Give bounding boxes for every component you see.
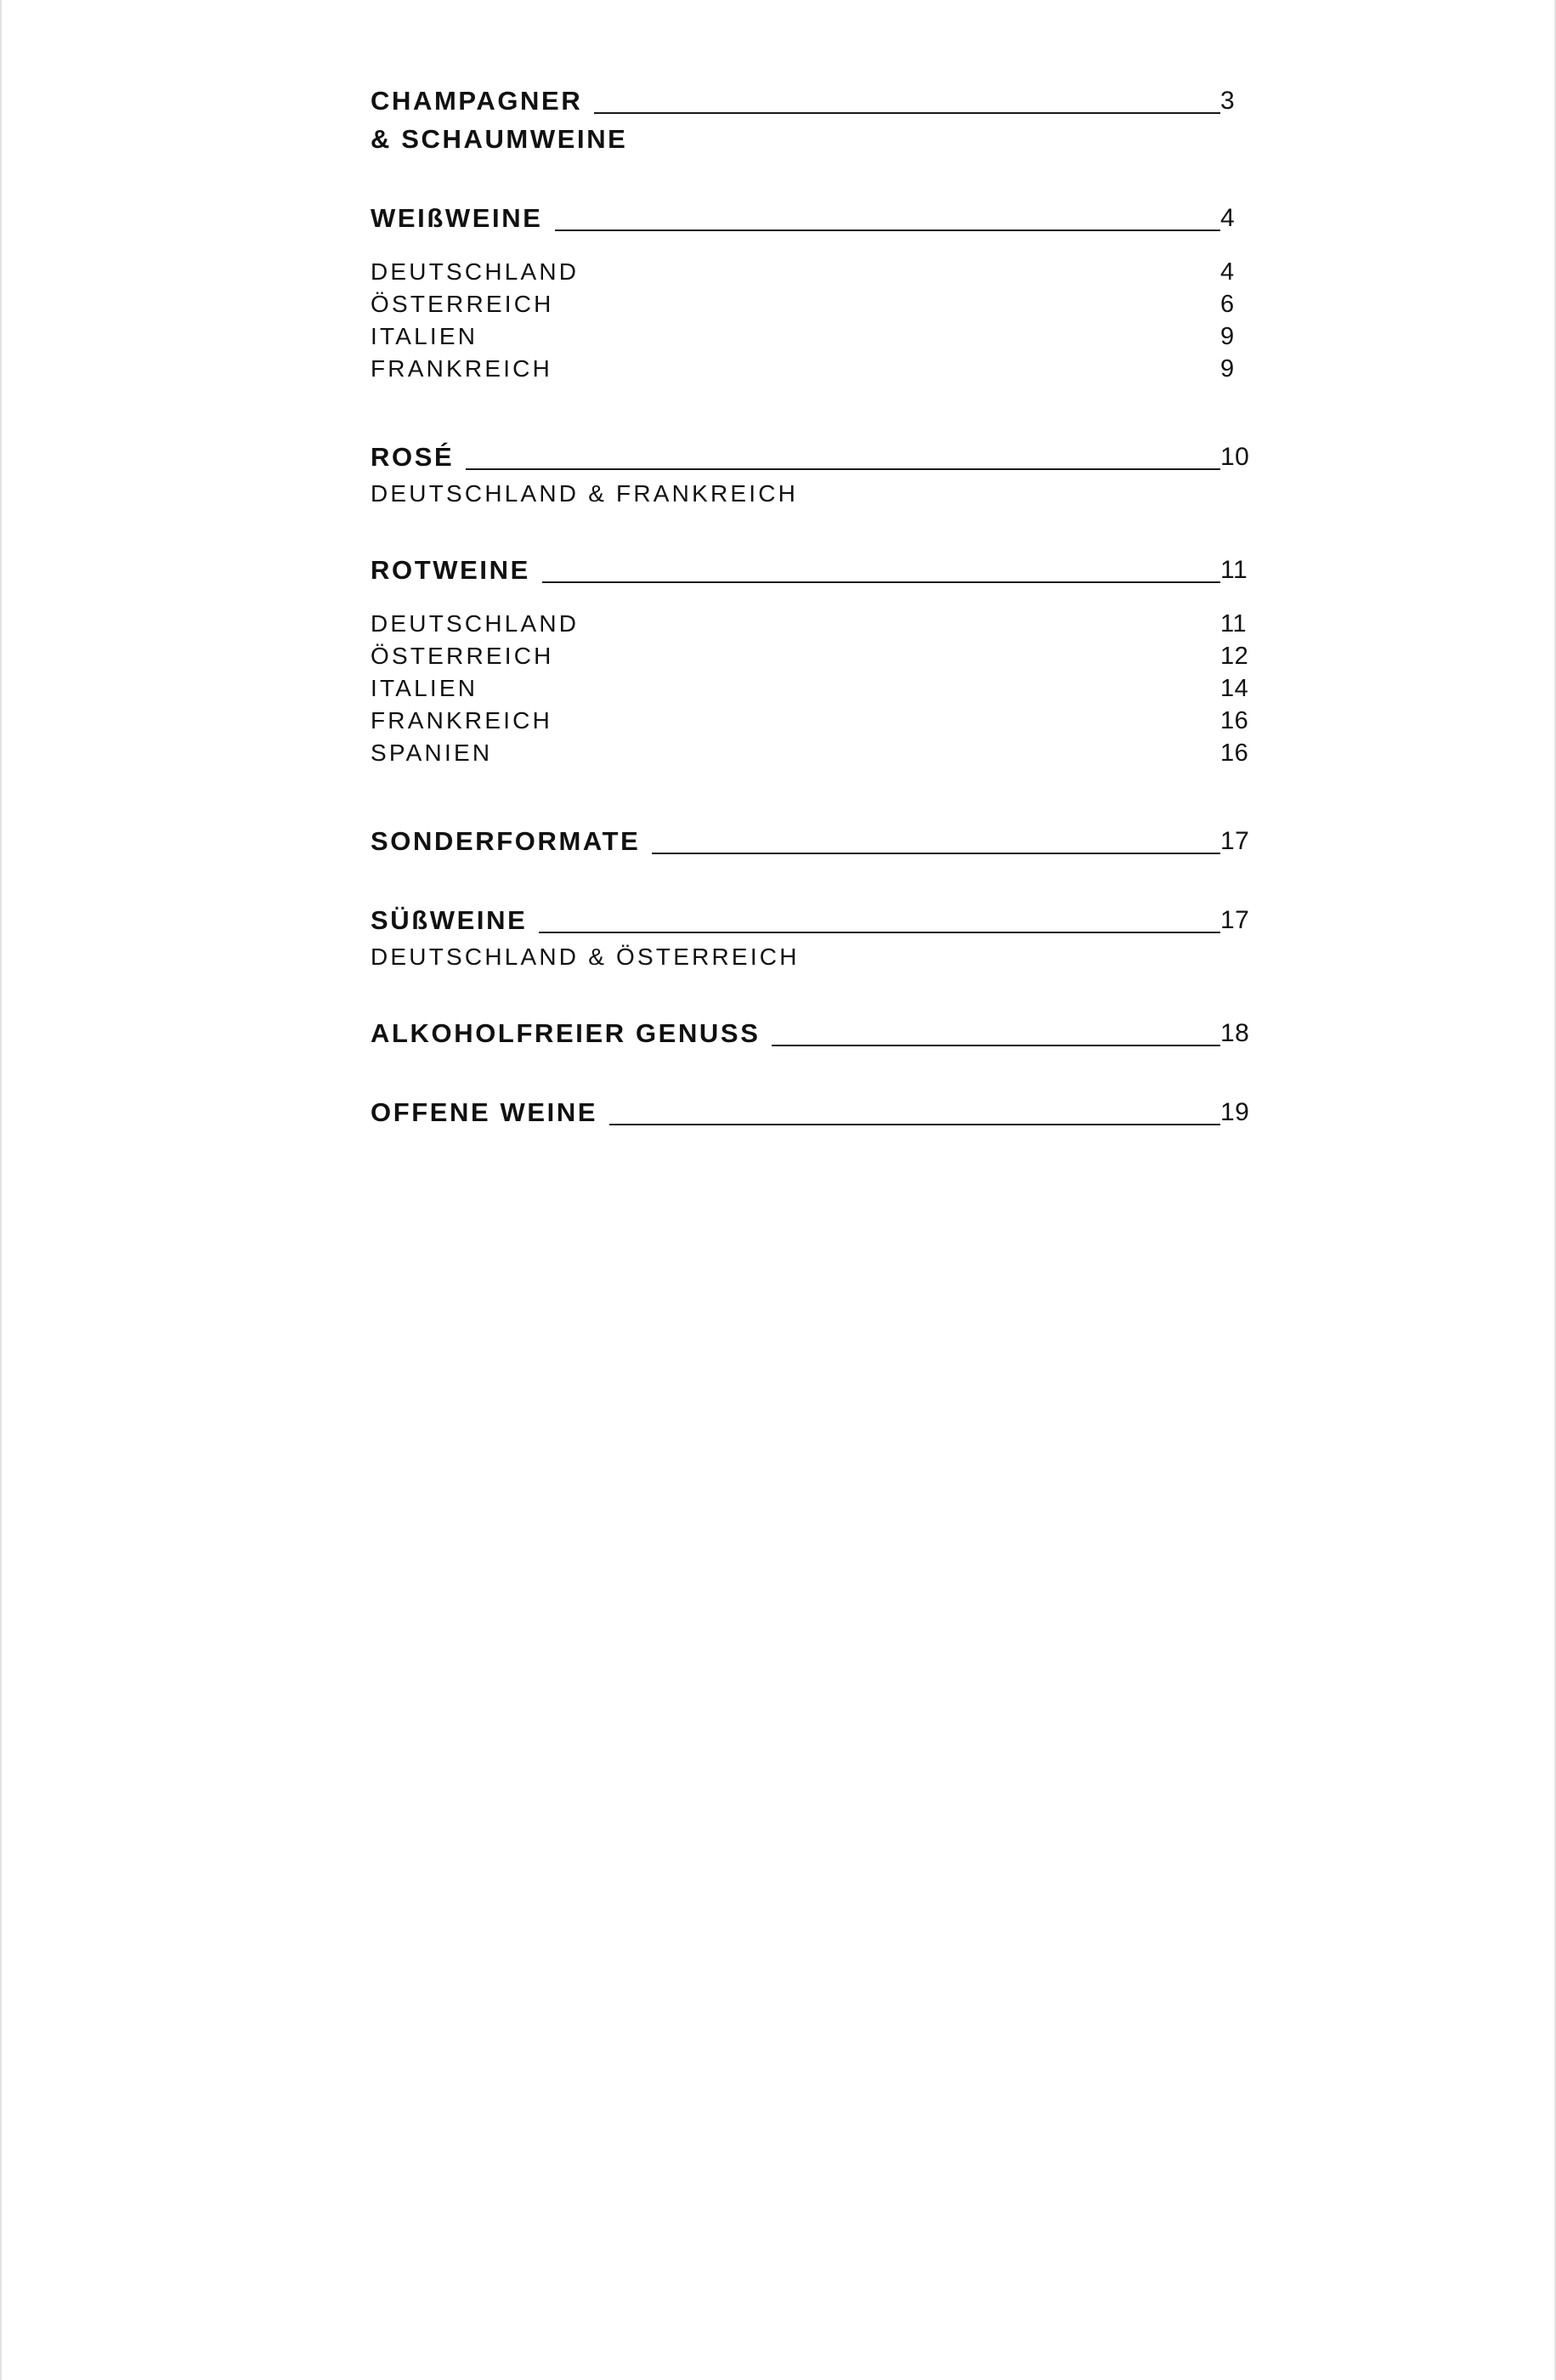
section-heading-row[interactable]	[371, 1093, 1288, 1131]
section-item-list	[371, 608, 1288, 769]
leader-rule	[542, 581, 1220, 583]
section-gap	[371, 973, 1288, 1014]
toc-item[interactable]	[371, 288, 1288, 320]
toc-section-rotweine[interactable]	[371, 551, 1288, 769]
toc-item-label: DEUTSCHLAND	[371, 258, 580, 285]
section-title: ROSÉ	[371, 442, 455, 472]
leader-rule	[466, 468, 1220, 470]
toc-item-page-number: 9	[1220, 355, 1235, 382]
section-title: WEIßWEINE	[371, 203, 543, 233]
section-title: OFFENE WEINE	[371, 1097, 598, 1127]
section-page-number: 17	[1220, 906, 1250, 934]
toc-item-label: FRANKREICH	[371, 707, 553, 734]
table-of-contents	[371, 82, 1288, 1131]
section-caption: DEUTSCHLAND & ÖSTERREICH	[371, 944, 800, 970]
toc-item-page-number: 11	[1220, 610, 1248, 638]
toc-section-alkoholfreier-genuss[interactable]	[371, 1014, 1288, 1052]
leader-rule	[652, 853, 1220, 854]
leader-rule	[594, 112, 1220, 114]
toc-section-champagner[interactable]	[371, 82, 1288, 158]
section-gap	[371, 860, 1288, 901]
toc-item[interactable]	[371, 737, 1288, 769]
section-gap	[371, 385, 1288, 438]
section-page-number: 19	[1220, 1098, 1250, 1126]
section-gap	[371, 158, 1288, 199]
toc-item-page-number: 14	[1220, 675, 1249, 702]
leader-rule	[772, 1045, 1220, 1046]
section-page-number: 3	[1220, 87, 1236, 115]
toc-item[interactable]	[371, 353, 1288, 385]
toc-item-label: ÖSTERREICH	[371, 291, 554, 317]
toc-item-label: ITALIEN	[371, 323, 478, 349]
section-heading-row[interactable]	[371, 901, 1288, 939]
toc-item-page-number: 16	[1220, 707, 1249, 734]
section-item-list	[371, 256, 1288, 385]
section-heading-row[interactable]	[371, 551, 1288, 589]
section-title: ALKOHOLFREIER GENUSS	[371, 1018, 761, 1048]
toc-item[interactable]	[371, 705, 1288, 737]
section-gap	[371, 510, 1288, 551]
section-title: SÜßWEINE	[371, 905, 528, 935]
toc-item[interactable]	[371, 608, 1288, 640]
section-heading-row[interactable]	[371, 199, 1288, 237]
section-page-number: 10	[1220, 443, 1250, 471]
section-page-number: 11	[1220, 556, 1248, 584]
section-title: ROTWEINE	[371, 555, 530, 585]
section-title: CHAMPAGNER	[371, 86, 583, 116]
section-page-number: 4	[1220, 204, 1236, 232]
toc-item-label: ITALIEN	[371, 675, 478, 701]
section-caption: DEUTSCHLAND & FRANKREICH	[371, 480, 799, 507]
toc-item-page-number: 4	[1220, 258, 1235, 286]
toc-item[interactable]	[371, 256, 1288, 288]
leader-rule	[539, 932, 1220, 933]
section-title-line2: & SCHAUMWEINE	[371, 124, 628, 154]
section-heading-row[interactable]	[371, 822, 1288, 860]
toc-item[interactable]	[371, 320, 1288, 353]
toc-item-label: ÖSTERREICH	[371, 643, 554, 669]
section-page-number: 17	[1220, 827, 1250, 855]
toc-item-page-number: 9	[1220, 323, 1235, 350]
section-heading-row[interactable]	[371, 1014, 1288, 1052]
toc-item-label: FRANKREICH	[371, 355, 553, 382]
section-page-number: 18	[1220, 1019, 1250, 1047]
section-gap	[371, 769, 1288, 822]
section-title: SONDERFORMATE	[371, 826, 641, 856]
toc-section-offene-weine[interactable]	[371, 1093, 1288, 1131]
toc-section-sonderformate[interactable]	[371, 822, 1288, 860]
toc-item-label: DEUTSCHLAND	[371, 610, 580, 637]
section-heading-row[interactable]	[371, 438, 1288, 476]
toc-section-weissweine[interactable]	[371, 199, 1288, 385]
toc-item-label: SPANIEN	[371, 740, 493, 766]
toc-item[interactable]	[371, 672, 1288, 705]
leader-rule	[555, 230, 1221, 231]
leader-rule	[609, 1124, 1220, 1125]
toc-item-page-number: 12	[1220, 643, 1249, 670]
section-gap	[371, 1052, 1288, 1093]
toc-section-suessweine[interactable]	[371, 901, 1288, 973]
toc-item-page-number: 16	[1220, 740, 1249, 767]
toc-section-rose[interactable]	[371, 438, 1288, 510]
section-heading-row[interactable]	[371, 82, 1288, 120]
toc-item-page-number: 6	[1220, 291, 1235, 318]
toc-item[interactable]	[371, 640, 1288, 672]
